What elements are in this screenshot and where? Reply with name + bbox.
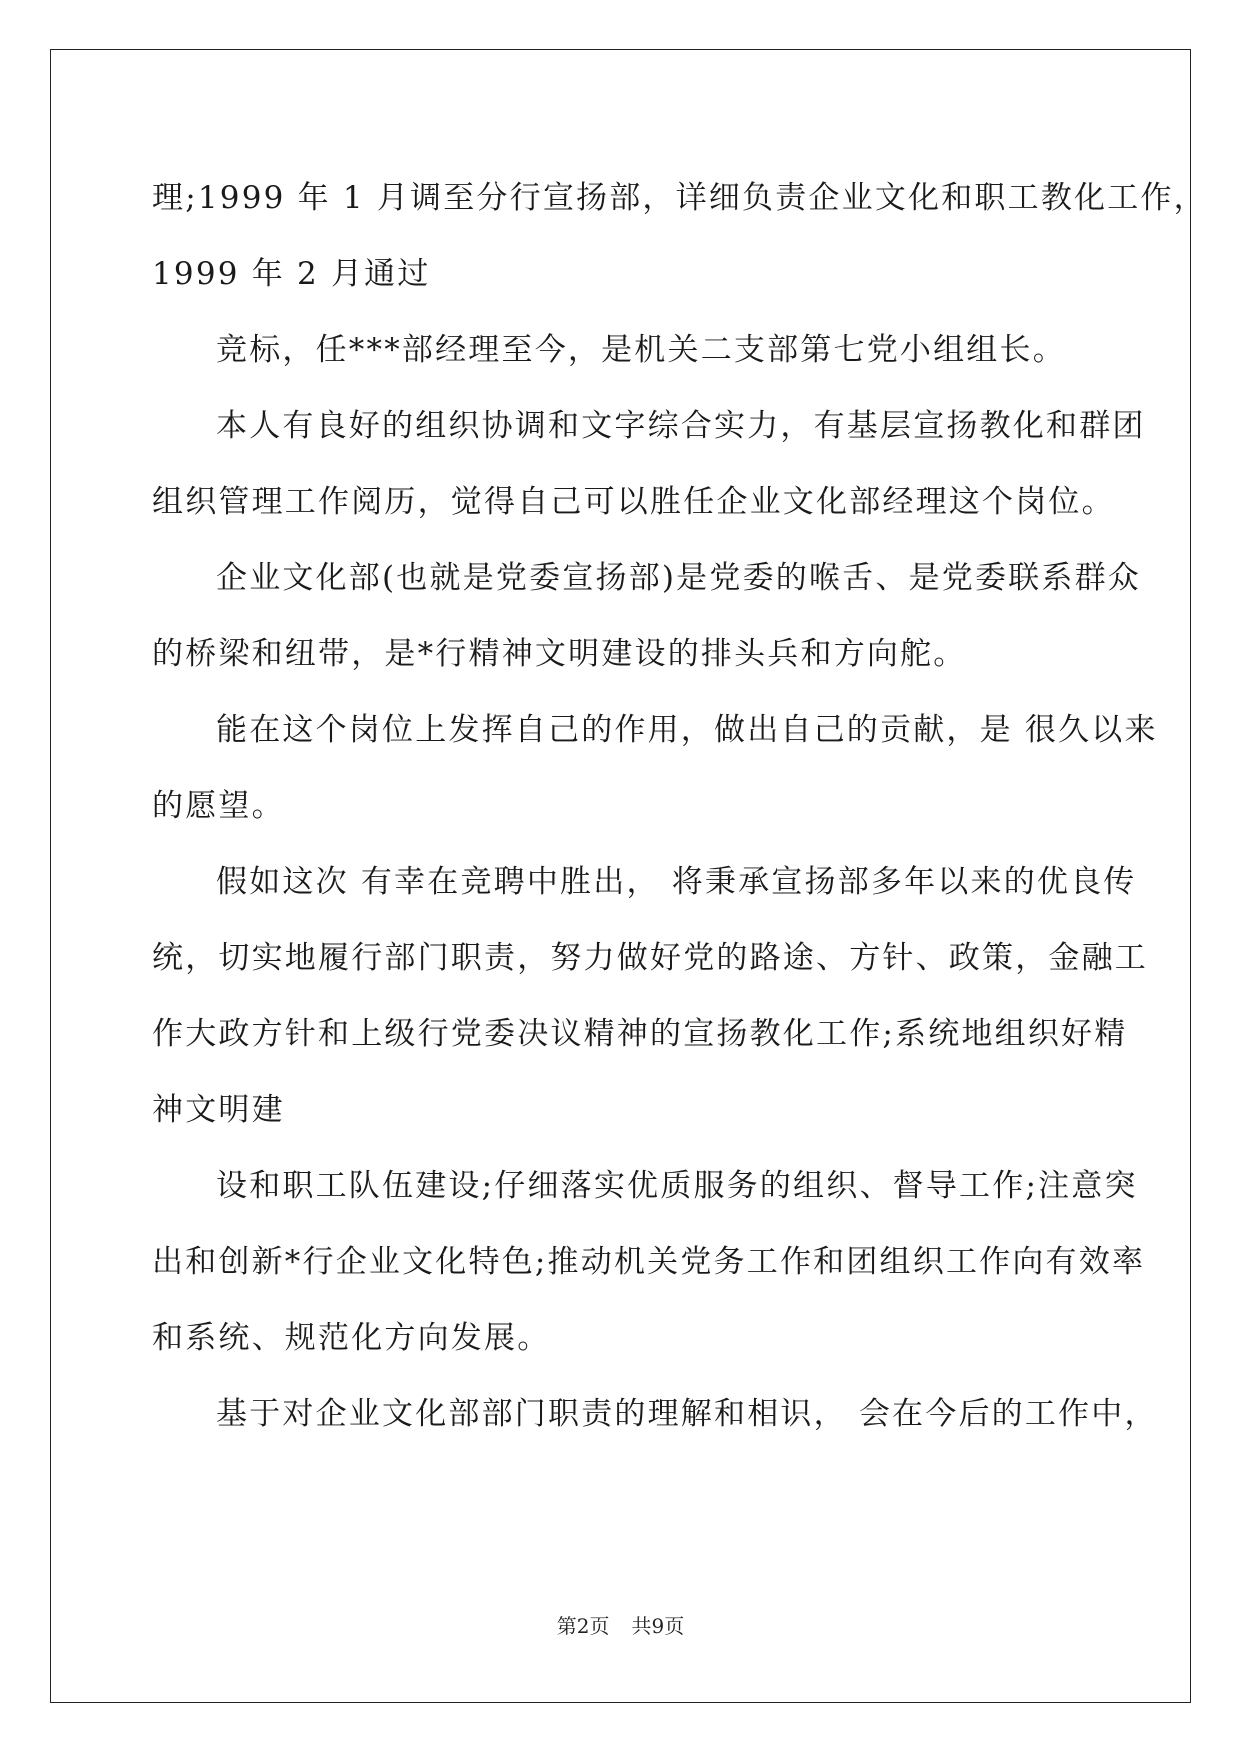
text-line: 假如这次 有幸在竞聘中胜出， 将秉承宣扬部多年以来的优良传 <box>216 864 1137 900</box>
document-body <box>152 160 1207 1452</box>
text-line: 和系统、规范化方向发展。 <box>152 1320 551 1356</box>
page-number: 第2页 <box>556 1614 610 1638</box>
total-pages: 共9页 <box>631 1614 685 1638</box>
text-line: 统，切实地履行部门职责，努力做好党的路途、方针、政策，金融工 <box>152 940 1148 976</box>
text-line: 理;1999 年 1 月调至分行宣扬部，详细负责企业文化和职工教化工作， <box>152 180 1207 216</box>
text-line: 企业文化部(也就是党委宣扬部)是党委的喉舌、是党委联系群众 <box>216 560 1141 596</box>
page-footer <box>0 1610 1241 1639</box>
text-line: 组织管理工作阅历，觉得自己可以胜任企业文化部经理这个岗位。 <box>152 484 1115 520</box>
text-line: 能在这个岗位上发挥自己的作用，做出自己的贡献，是 很久以来 <box>216 712 1158 748</box>
text-line: 竞标，任***部经理至今，是机关二支部第七党小组组长。 <box>216 332 1066 368</box>
text-line: 出和创新*行企业文化特色;推动机关党务工作和团组织工作向有效率 <box>152 1244 1146 1280</box>
text-line: 本人有良好的组织协调和文字综合实力，有基层宣扬教化和群团 <box>216 408 1146 444</box>
text-line: 基于对企业文化部部门职责的理解和相识， 会在今后的工作中， <box>216 1396 1158 1432</box>
text-line: 的桥梁和纽带，是*行精神文明建设的排头兵和方向舵。 <box>152 636 967 672</box>
text-line: 的愿望。 <box>152 788 285 824</box>
text-line: 1999 年 2 月通过 <box>152 256 431 292</box>
text-line: 设和职工队伍建设;仔细落实优质服务的组织、督导工作;注意突 <box>216 1168 1138 1204</box>
text-line: 神文明建 <box>152 1092 285 1128</box>
text-line: 作大政方针和上级行党委决议精神的宣扬教化工作;系统地组织好精 <box>152 1016 1128 1052</box>
